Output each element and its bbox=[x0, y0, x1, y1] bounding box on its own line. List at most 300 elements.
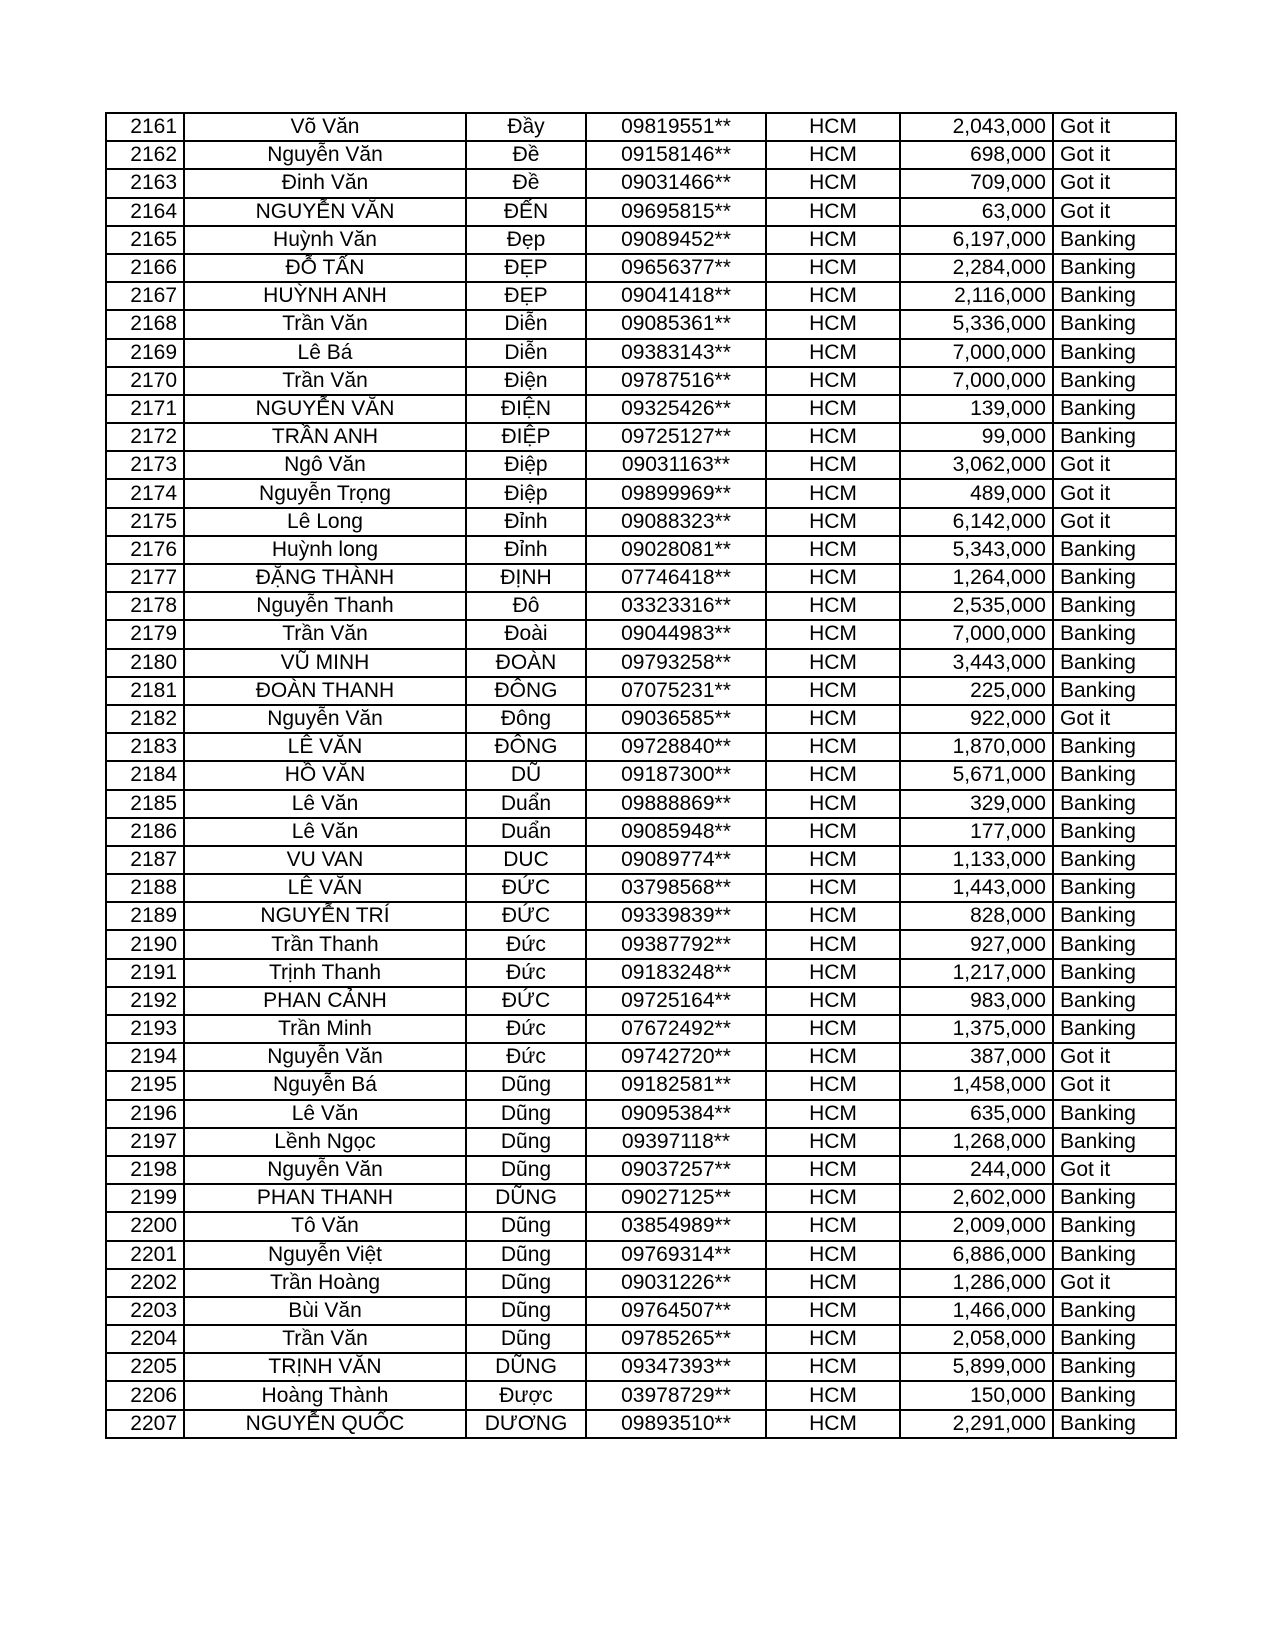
amount-cell: 2,284,000 bbox=[900, 254, 1053, 282]
amount-cell: 5,343,000 bbox=[900, 536, 1053, 564]
row-number-cell: 2187 bbox=[106, 846, 184, 874]
row-number-cell: 2169 bbox=[106, 339, 184, 367]
table-row bbox=[106, 141, 1176, 169]
table-row bbox=[106, 1241, 1176, 1269]
payment-method-cell: Got it bbox=[1053, 141, 1176, 169]
row-number-cell: 2164 bbox=[106, 198, 184, 226]
first-name-cell: NGUYỄN VĂN bbox=[184, 395, 466, 423]
payment-method-cell: Banking bbox=[1053, 1325, 1176, 1353]
table-row bbox=[106, 930, 1176, 958]
table-row bbox=[106, 508, 1176, 536]
given-name-cell: DŨNG bbox=[466, 1353, 586, 1381]
city-cell: HCM bbox=[766, 536, 900, 564]
amount-cell: 6,886,000 bbox=[900, 1241, 1053, 1269]
table-row bbox=[106, 226, 1176, 254]
table-row bbox=[106, 282, 1176, 310]
row-number-cell: 2199 bbox=[106, 1184, 184, 1212]
given-name-cell: DUC bbox=[466, 846, 586, 874]
phone-number-cell: 09725164** bbox=[586, 987, 766, 1015]
row-number-cell: 2166 bbox=[106, 254, 184, 282]
table-row bbox=[106, 1128, 1176, 1156]
payment-method-cell: Banking bbox=[1053, 733, 1176, 761]
amount-cell: 1,217,000 bbox=[900, 959, 1053, 987]
table-row bbox=[106, 113, 1176, 141]
first-name-cell: NGUYỄN TRÍ bbox=[184, 902, 466, 930]
given-name-cell: Dũng bbox=[466, 1269, 586, 1297]
payment-method-cell: Got it bbox=[1053, 705, 1176, 733]
phone-number-cell: 09041418** bbox=[586, 282, 766, 310]
first-name-cell: NGUYỄN QUỐC bbox=[184, 1410, 466, 1438]
payment-method-cell: Banking bbox=[1053, 367, 1176, 395]
table-row bbox=[106, 761, 1176, 789]
payment-method-cell: Banking bbox=[1053, 395, 1176, 423]
given-name-cell: Điện bbox=[466, 367, 586, 395]
first-name-cell: LÊ VĂN bbox=[184, 733, 466, 761]
first-name-cell: LÊ VĂN bbox=[184, 874, 466, 902]
row-number-cell: 2163 bbox=[106, 169, 184, 197]
given-name-cell: Đề bbox=[466, 169, 586, 197]
amount-cell: 1,375,000 bbox=[900, 1015, 1053, 1043]
table-row bbox=[106, 1381, 1176, 1409]
city-cell: HCM bbox=[766, 818, 900, 846]
amount-cell: 99,000 bbox=[900, 423, 1053, 451]
payment-method-cell: Banking bbox=[1053, 1212, 1176, 1240]
city-cell: HCM bbox=[766, 1015, 900, 1043]
first-name-cell: Trần Thanh bbox=[184, 930, 466, 958]
city-cell: HCM bbox=[766, 1184, 900, 1212]
table-row bbox=[106, 1410, 1176, 1438]
first-name-cell: Ngô Văn bbox=[184, 451, 466, 479]
winners-table bbox=[105, 112, 1177, 1439]
amount-cell: 2,058,000 bbox=[900, 1325, 1053, 1353]
city-cell: HCM bbox=[766, 423, 900, 451]
given-name-cell: Đức bbox=[466, 959, 586, 987]
phone-number-cell: 09893510** bbox=[586, 1410, 766, 1438]
table-row bbox=[106, 339, 1176, 367]
row-number-cell: 2205 bbox=[106, 1353, 184, 1381]
table-row bbox=[106, 564, 1176, 592]
payment-method-cell: Banking bbox=[1053, 1100, 1176, 1128]
first-name-cell: Lê Văn bbox=[184, 790, 466, 818]
table-row bbox=[106, 987, 1176, 1015]
row-number-cell: 2168 bbox=[106, 310, 184, 338]
amount-cell: 1,458,000 bbox=[900, 1071, 1053, 1099]
amount-cell: 387,000 bbox=[900, 1043, 1053, 1071]
amount-cell: 489,000 bbox=[900, 479, 1053, 507]
amount-cell: 709,000 bbox=[900, 169, 1053, 197]
given-name-cell: ĐẾN bbox=[466, 198, 586, 226]
row-number-cell: 2172 bbox=[106, 423, 184, 451]
first-name-cell: VU VAN bbox=[184, 846, 466, 874]
first-name-cell: Bùi Văn bbox=[184, 1297, 466, 1325]
amount-cell: 139,000 bbox=[900, 395, 1053, 423]
amount-cell: 2,602,000 bbox=[900, 1184, 1053, 1212]
phone-number-cell: 09031466** bbox=[586, 169, 766, 197]
table-row bbox=[106, 1269, 1176, 1297]
given-name-cell: Đề bbox=[466, 141, 586, 169]
table-row bbox=[106, 1015, 1176, 1043]
payment-method-cell: Banking bbox=[1053, 1015, 1176, 1043]
row-number-cell: 2186 bbox=[106, 818, 184, 846]
row-number-cell: 2195 bbox=[106, 1071, 184, 1099]
table-row bbox=[106, 959, 1176, 987]
amount-cell: 6,142,000 bbox=[900, 508, 1053, 536]
amount-cell: 3,443,000 bbox=[900, 649, 1053, 677]
first-name-cell: HUỲNH ANH bbox=[184, 282, 466, 310]
given-name-cell: ĐẸP bbox=[466, 282, 586, 310]
row-number-cell: 2161 bbox=[106, 113, 184, 141]
amount-cell: 2,291,000 bbox=[900, 1410, 1053, 1438]
phone-number-cell: 03323316** bbox=[586, 592, 766, 620]
city-cell: HCM bbox=[766, 254, 900, 282]
payment-method-cell: Banking bbox=[1053, 282, 1176, 310]
phone-number-cell: 09728840** bbox=[586, 733, 766, 761]
row-number-cell: 2175 bbox=[106, 508, 184, 536]
table-row bbox=[106, 1212, 1176, 1240]
given-name-cell: ĐỨC bbox=[466, 874, 586, 902]
phone-number-cell: 09085361** bbox=[586, 310, 766, 338]
first-name-cell: Nguyễn Văn bbox=[184, 705, 466, 733]
amount-cell: 1,870,000 bbox=[900, 733, 1053, 761]
table-row bbox=[106, 874, 1176, 902]
payment-method-cell: Banking bbox=[1053, 423, 1176, 451]
payment-method-cell: Banking bbox=[1053, 1241, 1176, 1269]
given-name-cell: ĐỨC bbox=[466, 987, 586, 1015]
row-number-cell: 2167 bbox=[106, 282, 184, 310]
city-cell: HCM bbox=[766, 649, 900, 677]
city-cell: HCM bbox=[766, 705, 900, 733]
given-name-cell: Đỉnh bbox=[466, 536, 586, 564]
table-row bbox=[106, 1071, 1176, 1099]
first-name-cell: TRẦN ANH bbox=[184, 423, 466, 451]
payment-method-cell: Banking bbox=[1053, 226, 1176, 254]
amount-cell: 3,062,000 bbox=[900, 451, 1053, 479]
payment-method-cell: Banking bbox=[1053, 874, 1176, 902]
city-cell: HCM bbox=[766, 620, 900, 648]
first-name-cell: Trần Văn bbox=[184, 620, 466, 648]
payment-method-cell: Banking bbox=[1053, 930, 1176, 958]
first-name-cell: ĐẶNG THÀNH bbox=[184, 564, 466, 592]
city-cell: HCM bbox=[766, 113, 900, 141]
city-cell: HCM bbox=[766, 226, 900, 254]
first-name-cell: VŨ MINH bbox=[184, 649, 466, 677]
amount-cell: 1,264,000 bbox=[900, 564, 1053, 592]
table-row bbox=[106, 1156, 1176, 1184]
phone-number-cell: 09769314** bbox=[586, 1241, 766, 1269]
phone-number-cell: 09785265** bbox=[586, 1325, 766, 1353]
first-name-cell: Lê Văn bbox=[184, 818, 466, 846]
table-row bbox=[106, 1100, 1176, 1128]
city-cell: HCM bbox=[766, 1043, 900, 1071]
given-name-cell: DŨNG bbox=[466, 1184, 586, 1212]
payment-method-cell: Got it bbox=[1053, 169, 1176, 197]
table-row bbox=[106, 536, 1176, 564]
row-number-cell: 2180 bbox=[106, 649, 184, 677]
given-name-cell: ĐỨC bbox=[466, 902, 586, 930]
phone-number-cell: 09819551** bbox=[586, 113, 766, 141]
row-number-cell: 2183 bbox=[106, 733, 184, 761]
phone-number-cell: 09383143** bbox=[586, 339, 766, 367]
city-cell: HCM bbox=[766, 930, 900, 958]
given-name-cell: Duẩn bbox=[466, 790, 586, 818]
amount-cell: 922,000 bbox=[900, 705, 1053, 733]
table-row bbox=[106, 1043, 1176, 1071]
row-number-cell: 2181 bbox=[106, 677, 184, 705]
first-name-cell: Nguyễn Thanh bbox=[184, 592, 466, 620]
phone-number-cell: 09089452** bbox=[586, 226, 766, 254]
table-body bbox=[106, 113, 1176, 1438]
table-row bbox=[106, 790, 1176, 818]
given-name-cell: Được bbox=[466, 1381, 586, 1409]
amount-cell: 7,000,000 bbox=[900, 339, 1053, 367]
table-row bbox=[106, 367, 1176, 395]
table-row bbox=[106, 592, 1176, 620]
city-cell: HCM bbox=[766, 198, 900, 226]
first-name-cell: HỒ VĂN bbox=[184, 761, 466, 789]
amount-cell: 177,000 bbox=[900, 818, 1053, 846]
phone-number-cell: 09339839** bbox=[586, 902, 766, 930]
given-name-cell: Dũng bbox=[466, 1156, 586, 1184]
first-name-cell: Lê Long bbox=[184, 508, 466, 536]
given-name-cell: Đức bbox=[466, 1015, 586, 1043]
phone-number-cell: 03798568** bbox=[586, 874, 766, 902]
phone-number-cell: 09028081** bbox=[586, 536, 766, 564]
row-number-cell: 2188 bbox=[106, 874, 184, 902]
payment-method-cell: Banking bbox=[1053, 987, 1176, 1015]
row-number-cell: 2193 bbox=[106, 1015, 184, 1043]
given-name-cell: Duẩn bbox=[466, 818, 586, 846]
amount-cell: 7,000,000 bbox=[900, 620, 1053, 648]
city-cell: HCM bbox=[766, 169, 900, 197]
first-name-cell: Nguyễn Bá bbox=[184, 1071, 466, 1099]
table-row bbox=[106, 620, 1176, 648]
table-row bbox=[106, 479, 1176, 507]
first-name-cell: Lê Văn bbox=[184, 1100, 466, 1128]
first-name-cell: ĐOÀN THANH bbox=[184, 677, 466, 705]
amount-cell: 5,899,000 bbox=[900, 1353, 1053, 1381]
phone-number-cell: 09397118** bbox=[586, 1128, 766, 1156]
row-number-cell: 2179 bbox=[106, 620, 184, 648]
table-row bbox=[106, 902, 1176, 930]
row-number-cell: 2192 bbox=[106, 987, 184, 1015]
phone-number-cell: 09031226** bbox=[586, 1269, 766, 1297]
first-name-cell: PHAN THANH bbox=[184, 1184, 466, 1212]
row-number-cell: 2196 bbox=[106, 1100, 184, 1128]
amount-cell: 983,000 bbox=[900, 987, 1053, 1015]
city-cell: HCM bbox=[766, 1100, 900, 1128]
row-number-cell: 2173 bbox=[106, 451, 184, 479]
city-cell: HCM bbox=[766, 1325, 900, 1353]
row-number-cell: 2198 bbox=[106, 1156, 184, 1184]
phone-number-cell: 09742720** bbox=[586, 1043, 766, 1071]
payment-method-cell: Banking bbox=[1053, 620, 1176, 648]
given-name-cell: Đỉnh bbox=[466, 508, 586, 536]
given-name-cell: ĐOÀN bbox=[466, 649, 586, 677]
given-name-cell: Dũng bbox=[466, 1128, 586, 1156]
payment-method-cell: Banking bbox=[1053, 761, 1176, 789]
payment-method-cell: Banking bbox=[1053, 902, 1176, 930]
first-name-cell: ĐỖ TẤN bbox=[184, 254, 466, 282]
table-row bbox=[106, 451, 1176, 479]
table-row bbox=[106, 677, 1176, 705]
phone-number-cell: 09088323** bbox=[586, 508, 766, 536]
given-name-cell: Đẹp bbox=[466, 226, 586, 254]
city-cell: HCM bbox=[766, 902, 900, 930]
phone-number-cell: 09095384** bbox=[586, 1100, 766, 1128]
phone-number-cell: 09888869** bbox=[586, 790, 766, 818]
city-cell: HCM bbox=[766, 141, 900, 169]
given-name-cell: Dũng bbox=[466, 1100, 586, 1128]
first-name-cell: Huỳnh Văn bbox=[184, 226, 466, 254]
payment-method-cell: Banking bbox=[1053, 846, 1176, 874]
payment-method-cell: Banking bbox=[1053, 818, 1176, 846]
first-name-cell: Lềnh Ngọc bbox=[184, 1128, 466, 1156]
city-cell: HCM bbox=[766, 846, 900, 874]
city-cell: HCM bbox=[766, 1410, 900, 1438]
phone-number-cell: 09182581** bbox=[586, 1071, 766, 1099]
payment-method-cell: Banking bbox=[1053, 1381, 1176, 1409]
first-name-cell: PHAN CẢNH bbox=[184, 987, 466, 1015]
amount-cell: 244,000 bbox=[900, 1156, 1053, 1184]
first-name-cell: Trần Văn bbox=[184, 1325, 466, 1353]
row-number-cell: 2207 bbox=[106, 1410, 184, 1438]
payment-method-cell: Got it bbox=[1053, 1269, 1176, 1297]
given-name-cell: DŨ bbox=[466, 761, 586, 789]
city-cell: HCM bbox=[766, 987, 900, 1015]
payment-method-cell: Banking bbox=[1053, 564, 1176, 592]
phone-number-cell: 03978729** bbox=[586, 1381, 766, 1409]
city-cell: HCM bbox=[766, 282, 900, 310]
payment-method-cell: Banking bbox=[1053, 959, 1176, 987]
amount-cell: 2,116,000 bbox=[900, 282, 1053, 310]
city-cell: HCM bbox=[766, 339, 900, 367]
given-name-cell: Đức bbox=[466, 1043, 586, 1071]
table-row bbox=[106, 733, 1176, 761]
city-cell: HCM bbox=[766, 790, 900, 818]
payment-method-cell: Banking bbox=[1053, 536, 1176, 564]
given-name-cell: ĐIỆP bbox=[466, 423, 586, 451]
given-name-cell: Đoài bbox=[466, 620, 586, 648]
row-number-cell: 2189 bbox=[106, 902, 184, 930]
first-name-cell: Lê Bá bbox=[184, 339, 466, 367]
payment-method-cell: Got it bbox=[1053, 198, 1176, 226]
amount-cell: 150,000 bbox=[900, 1381, 1053, 1409]
first-name-cell: NGUYỄN VĂN bbox=[184, 198, 466, 226]
amount-cell: 1,466,000 bbox=[900, 1297, 1053, 1325]
row-number-cell: 2184 bbox=[106, 761, 184, 789]
table-row bbox=[106, 254, 1176, 282]
given-name-cell: Đông bbox=[466, 705, 586, 733]
amount-cell: 6,197,000 bbox=[900, 226, 1053, 254]
table-row bbox=[106, 1325, 1176, 1353]
amount-cell: 1,268,000 bbox=[900, 1128, 1053, 1156]
payment-method-cell: Banking bbox=[1053, 1128, 1176, 1156]
table-row bbox=[106, 169, 1176, 197]
first-name-cell: Nguyễn Văn bbox=[184, 141, 466, 169]
given-name-cell: ĐẸP bbox=[466, 254, 586, 282]
city-cell: HCM bbox=[766, 874, 900, 902]
first-name-cell: Trần Văn bbox=[184, 310, 466, 338]
phone-number-cell: 09187300** bbox=[586, 761, 766, 789]
city-cell: HCM bbox=[766, 1241, 900, 1269]
first-name-cell: Trịnh Thanh bbox=[184, 959, 466, 987]
amount-cell: 1,443,000 bbox=[900, 874, 1053, 902]
first-name-cell: Tô Văn bbox=[184, 1212, 466, 1240]
payment-method-cell: Banking bbox=[1053, 1184, 1176, 1212]
city-cell: HCM bbox=[766, 367, 900, 395]
table-row bbox=[106, 1297, 1176, 1325]
first-name-cell: Huỳnh long bbox=[184, 536, 466, 564]
row-number-cell: 2202 bbox=[106, 1269, 184, 1297]
phone-number-cell: 09158146** bbox=[586, 141, 766, 169]
table-row bbox=[106, 423, 1176, 451]
amount-cell: 635,000 bbox=[900, 1100, 1053, 1128]
city-cell: HCM bbox=[766, 733, 900, 761]
row-number-cell: 2170 bbox=[106, 367, 184, 395]
row-number-cell: 2182 bbox=[106, 705, 184, 733]
phone-number-cell: 09787516** bbox=[586, 367, 766, 395]
phone-number-cell: 09695815** bbox=[586, 198, 766, 226]
payment-method-cell: Got it bbox=[1053, 451, 1176, 479]
phone-number-cell: 09044983** bbox=[586, 620, 766, 648]
row-number-cell: 2162 bbox=[106, 141, 184, 169]
row-number-cell: 2197 bbox=[106, 1128, 184, 1156]
given-name-cell: ĐÔNG bbox=[466, 677, 586, 705]
table-row bbox=[106, 705, 1176, 733]
first-name-cell: Đinh Văn bbox=[184, 169, 466, 197]
phone-number-cell: 09347393** bbox=[586, 1353, 766, 1381]
first-name-cell: Nguyễn Việt bbox=[184, 1241, 466, 1269]
phone-number-cell: 07075231** bbox=[586, 677, 766, 705]
city-cell: HCM bbox=[766, 479, 900, 507]
city-cell: HCM bbox=[766, 1381, 900, 1409]
amount-cell: 828,000 bbox=[900, 902, 1053, 930]
first-name-cell: Nguyễn Trọng bbox=[184, 479, 466, 507]
payment-method-cell: Banking bbox=[1053, 310, 1176, 338]
payment-method-cell: Got it bbox=[1053, 1156, 1176, 1184]
phone-number-cell: 09183248** bbox=[586, 959, 766, 987]
amount-cell: 1,286,000 bbox=[900, 1269, 1053, 1297]
payment-method-cell: Got it bbox=[1053, 113, 1176, 141]
given-name-cell: ĐIỆN bbox=[466, 395, 586, 423]
given-name-cell: Dũng bbox=[466, 1212, 586, 1240]
payment-method-cell: Banking bbox=[1053, 677, 1176, 705]
city-cell: HCM bbox=[766, 1269, 900, 1297]
row-number-cell: 2185 bbox=[106, 790, 184, 818]
payment-method-cell: Got it bbox=[1053, 1043, 1176, 1071]
row-number-cell: 2178 bbox=[106, 592, 184, 620]
payment-method-cell: Got it bbox=[1053, 479, 1176, 507]
amount-cell: 927,000 bbox=[900, 930, 1053, 958]
table-row bbox=[106, 198, 1176, 226]
row-number-cell: 2177 bbox=[106, 564, 184, 592]
row-number-cell: 2176 bbox=[106, 536, 184, 564]
payment-method-cell: Banking bbox=[1053, 254, 1176, 282]
city-cell: HCM bbox=[766, 592, 900, 620]
given-name-cell: Đầy bbox=[466, 113, 586, 141]
phone-number-cell: 09027125** bbox=[586, 1184, 766, 1212]
row-number-cell: 2194 bbox=[106, 1043, 184, 1071]
payment-method-cell: Banking bbox=[1053, 790, 1176, 818]
given-name-cell: Đức bbox=[466, 930, 586, 958]
phone-number-cell: 07672492** bbox=[586, 1015, 766, 1043]
first-name-cell: Trần Văn bbox=[184, 367, 466, 395]
given-name-cell: ĐÔNG bbox=[466, 733, 586, 761]
phone-number-cell: 09085948** bbox=[586, 818, 766, 846]
given-name-cell: ĐỊNH bbox=[466, 564, 586, 592]
given-name-cell: Diễn bbox=[466, 339, 586, 367]
phone-number-cell: 09725127** bbox=[586, 423, 766, 451]
